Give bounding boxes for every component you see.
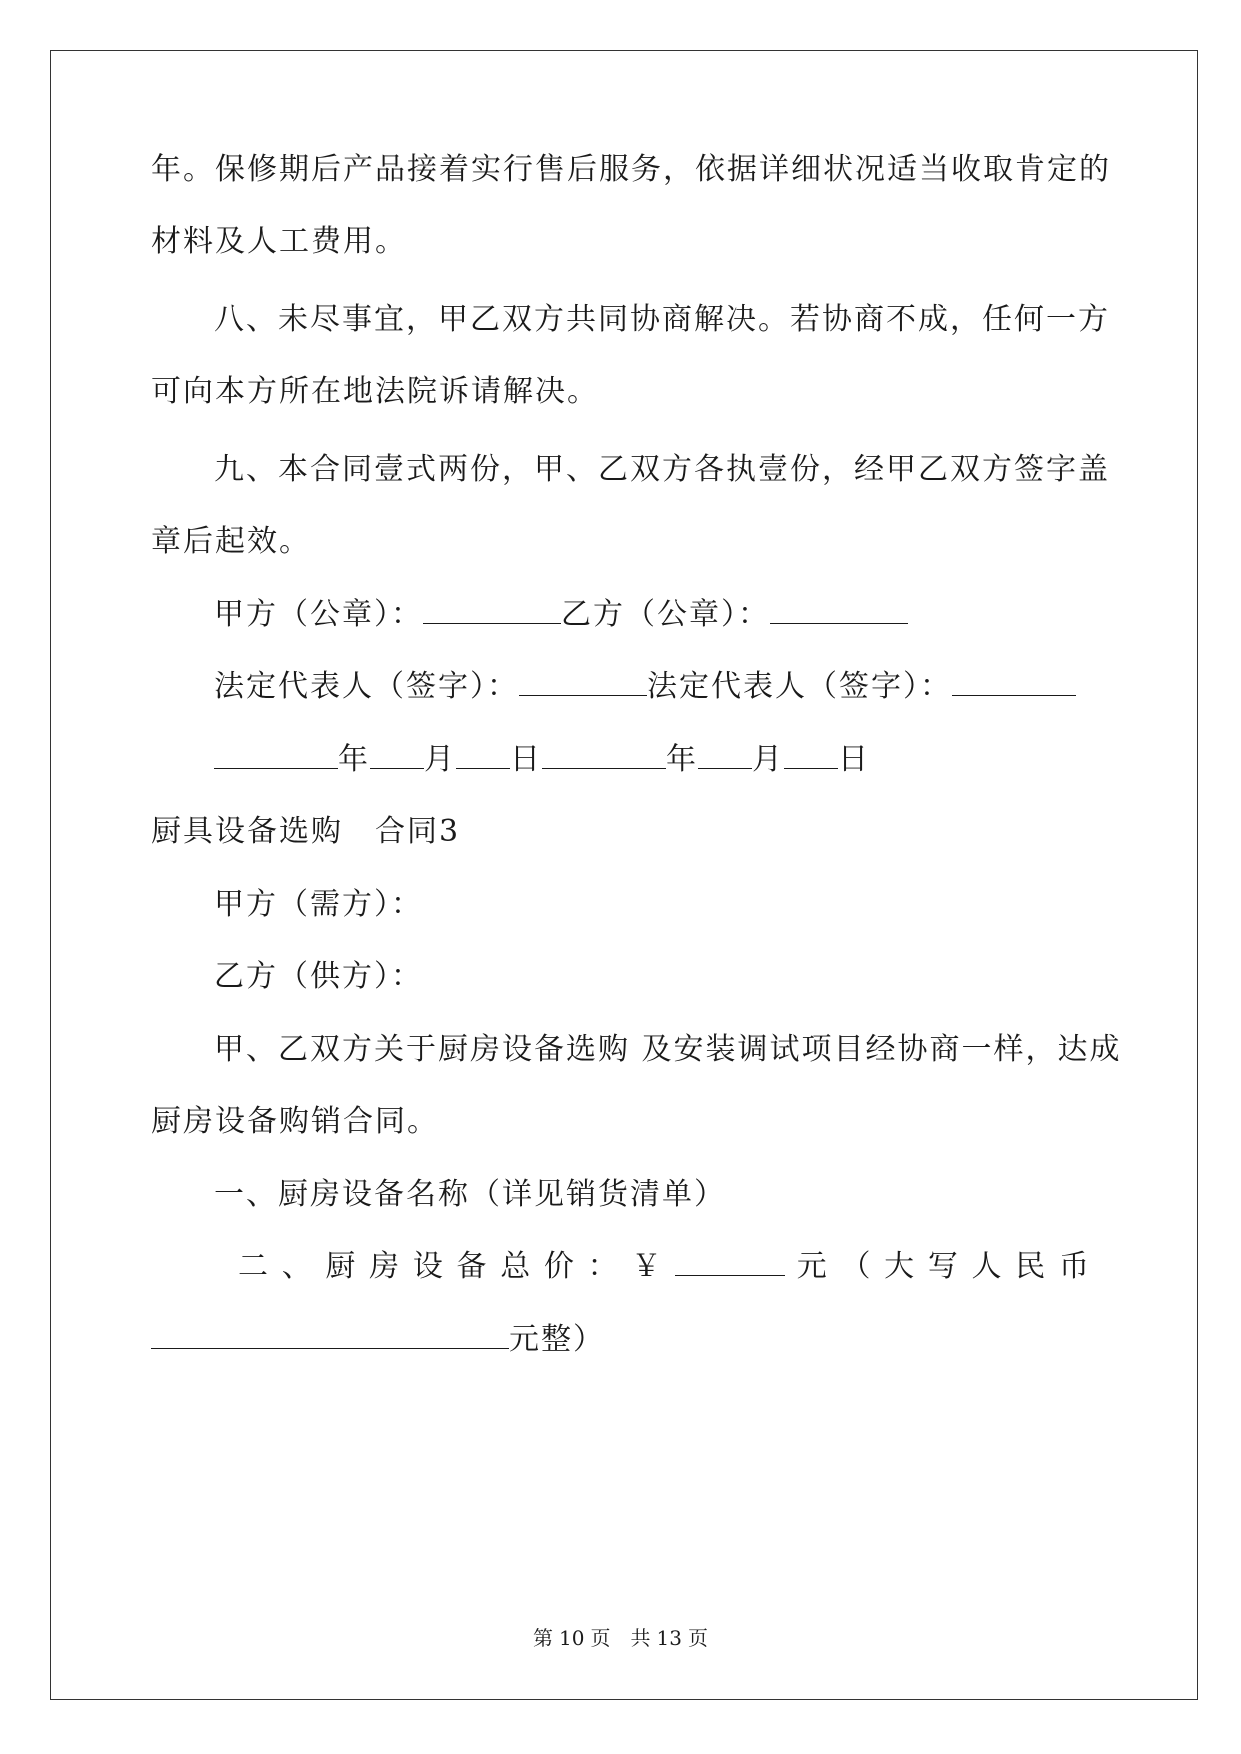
year-label: 年 bbox=[338, 742, 370, 777]
page-mid: 页 共 bbox=[590, 1626, 651, 1650]
party-b-seal-blank bbox=[770, 595, 908, 624]
representative-row bbox=[214, 667, 1154, 707]
item-two-char: 设 bbox=[412, 1249, 445, 1284]
paragraph-line: 章后起效。 bbox=[151, 524, 311, 559]
page-prefix: 第 bbox=[533, 1626, 554, 1650]
page-total: 13 bbox=[656, 1626, 682, 1650]
year-label: 年 bbox=[666, 742, 698, 777]
year-blank bbox=[542, 740, 666, 769]
date-row bbox=[214, 740, 1154, 780]
page-footer bbox=[0, 1625, 1241, 1651]
amount-words-blank bbox=[151, 1320, 509, 1349]
day-label: 日 bbox=[510, 742, 542, 777]
item-two bbox=[238, 1247, 1091, 1287]
party-a-seal-label: 甲方（公章）： bbox=[214, 597, 423, 632]
item-two-char: 房 bbox=[369, 1249, 402, 1284]
month-label: 月 bbox=[424, 742, 456, 777]
intro-line: 厨房设备购销合同。 bbox=[151, 1104, 439, 1139]
party-a-line: 甲方（需方）： bbox=[214, 887, 423, 922]
contract-title: 厨具设备选购 合同3 bbox=[151, 814, 461, 849]
item-two-char: 人 bbox=[971, 1249, 1004, 1284]
item-two-char: 币 bbox=[1058, 1249, 1091, 1284]
item-two-char: ： bbox=[587, 1249, 620, 1284]
month-blank bbox=[698, 740, 752, 769]
yuan-label: 元 bbox=[796, 1249, 829, 1284]
clause-eight: 八、未尽事宜，甲乙双方共同协商解决。若协商不成，任何一方 bbox=[214, 302, 1110, 337]
page-suffix: 页 bbox=[687, 1626, 708, 1650]
item-two-char: 厨 bbox=[325, 1249, 358, 1284]
clause-nine: 九、本合同壹式两份，甲、乙双方各执壹份，经甲乙双方签字盖 bbox=[214, 452, 1110, 487]
item-two-char: （ bbox=[840, 1249, 873, 1284]
item-two-char: 二 bbox=[238, 1249, 270, 1284]
item-two-char: 备 bbox=[456, 1249, 489, 1284]
item-two-char: 、 bbox=[281, 1249, 314, 1284]
month-label: 月 bbox=[752, 742, 784, 777]
seal-row bbox=[214, 595, 1154, 635]
amount-words-row bbox=[151, 1320, 1091, 1360]
page-current: 10 bbox=[559, 1626, 585, 1650]
rep-a-label: 法定代表人（签字）： bbox=[214, 669, 519, 704]
rep-b-blank bbox=[952, 667, 1076, 696]
item-two-char: 大 bbox=[884, 1249, 917, 1284]
item-two-char: 总 bbox=[500, 1249, 533, 1284]
day-blank bbox=[784, 740, 838, 769]
paragraph-line: 材料及人工费用。 bbox=[151, 224, 407, 259]
item-one: 一、厨房设备名称（详见销货清单） bbox=[214, 1177, 726, 1212]
party-b-seal-label: 乙方（公章）： bbox=[561, 597, 770, 632]
party-b-line: 乙方（供方）： bbox=[214, 959, 423, 994]
year-blank bbox=[214, 740, 338, 769]
rep-a-blank bbox=[519, 667, 647, 696]
paragraph-line: 年。保修期后产品接着实行售后服务，依据详细状况适当收取肯定的 bbox=[151, 152, 1111, 187]
item-two-char: 价 bbox=[543, 1249, 576, 1284]
amount-end-label: 元整） bbox=[509, 1322, 605, 1357]
day-blank bbox=[456, 740, 510, 769]
item-two-char: 写 bbox=[927, 1249, 960, 1284]
party-a-seal-blank bbox=[423, 595, 561, 624]
month-blank bbox=[370, 740, 424, 769]
price-blank bbox=[675, 1247, 785, 1276]
currency-sign: ￥ bbox=[631, 1249, 664, 1284]
paragraph-line: 可向本方所在地法院诉请解决。 bbox=[151, 374, 599, 409]
page-border bbox=[50, 50, 1198, 1700]
day-label: 日 bbox=[838, 742, 870, 777]
item-two-char: 民 bbox=[1015, 1249, 1048, 1284]
rep-b-label: 法定代表人（签字）： bbox=[647, 669, 952, 704]
intro-line: 甲、乙双方关于厨房设备选购 及安装调试项目经协商一样，达成 bbox=[214, 1032, 1122, 1067]
